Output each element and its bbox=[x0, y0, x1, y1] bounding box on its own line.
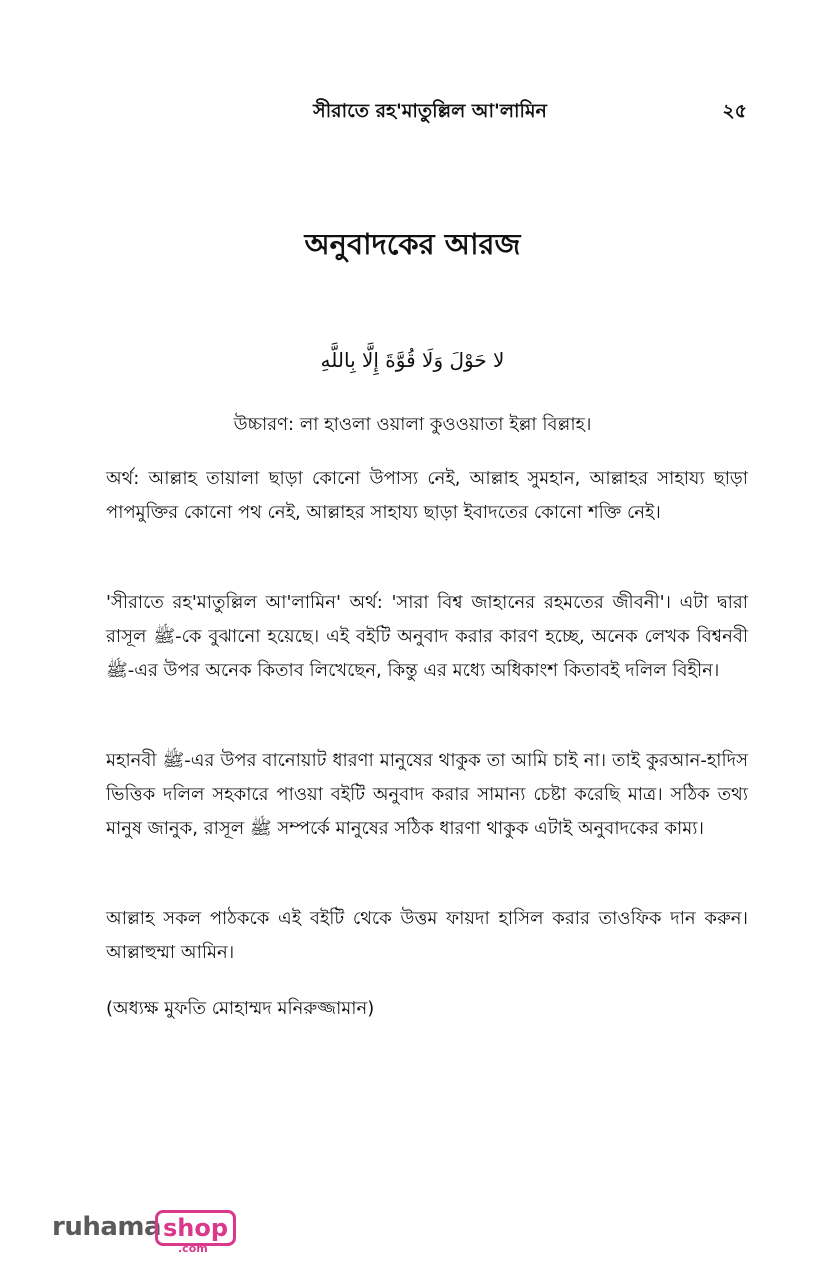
pronunciation-line: উচ্চারণ: লা হাওলা ওয়ালা কুওওয়াতা ইল্লা বিল্লাহ। bbox=[233, 414, 592, 435]
title-meaning-paragraph: 'সীরাতে রহ'মাতুল্লিল আ'লামিন' অর্থ: 'সারা বিশ্ব জাহানের রহমতের জীবনী'। এটা দ্বারা রাসূল ﷺ-কে বুঝানো হয়েছে। এই বইটি অনুবাদ করার কারণ হচ্ছে, অনেক লেখক বিশ্বনবী ﷺ-এর উপর অনেক কিতাব লিখেছেন, কিন্তু এর মধ্যে অধিকাংশ কিতাবই দলিল বিহীন। bbox=[106, 592, 748, 681]
logo-shop-text: shop bbox=[155, 1210, 236, 1246]
meaning-paragraph: অর্থ: আল্লাহ তায়ালা ছাড়া কোনো উপাস্য নেই, আল্লাহ সুমহান, আল্লাহর সাহায্য ছাড়া পাপমুক্তির কোনো পথ নেই, আল্লাহর সাহায্য ছাড়া ইবাদতের কোনো শক্তি নেই। bbox=[106, 468, 748, 523]
translator-signature: (অধ্যক্ষ মুফতি মোহাম্মদ মনিরুজ্জামান) bbox=[106, 998, 375, 1019]
arabic-dua: لا حَوْلَ وَلَا قُوَّةَ إِلَّا بِاللَّهِ bbox=[320, 348, 505, 372]
running-title: সীরাতে রহ'মাতুল্লিল আ'লামিন bbox=[313, 100, 547, 122]
page-number: ২৫ bbox=[722, 100, 747, 122]
purpose-paragraph: মহানবী ﷺ-এর উপর বানোয়াট ধারণা মানুষের থাকুক তা আমি চাই না। তাই কুরআন-হাদিস ভিত্তিক দলিল সহকারে পাওয়া বইটি অনুবাদ করার সামান্য চেষ্টা করেছি মাত্র। সঠিক তথ্য মানুষ জানুক, রাসূল ﷺ সম্পর্কে মানুষের সঠিক ধারণা থাকুক এটাই অনুবাদকের কাম্য। bbox=[106, 750, 748, 839]
logo-com-text: .com bbox=[178, 1242, 208, 1255]
logo-ruhama-text: ruhama bbox=[52, 1212, 162, 1242]
ruhamashop-logo bbox=[52, 1208, 252, 1258]
running-header bbox=[0, 93, 825, 125]
chapter-title: অনুবাদকের আরজ bbox=[304, 227, 521, 261]
prayer-paragraph: আল্লাহ সকল পাঠককে এই বইটি থেকে উত্তম ফায়দা হাসিল করার তাওফিক দান করুন। আল্লাহুম্মা আমিন। bbox=[106, 908, 748, 963]
